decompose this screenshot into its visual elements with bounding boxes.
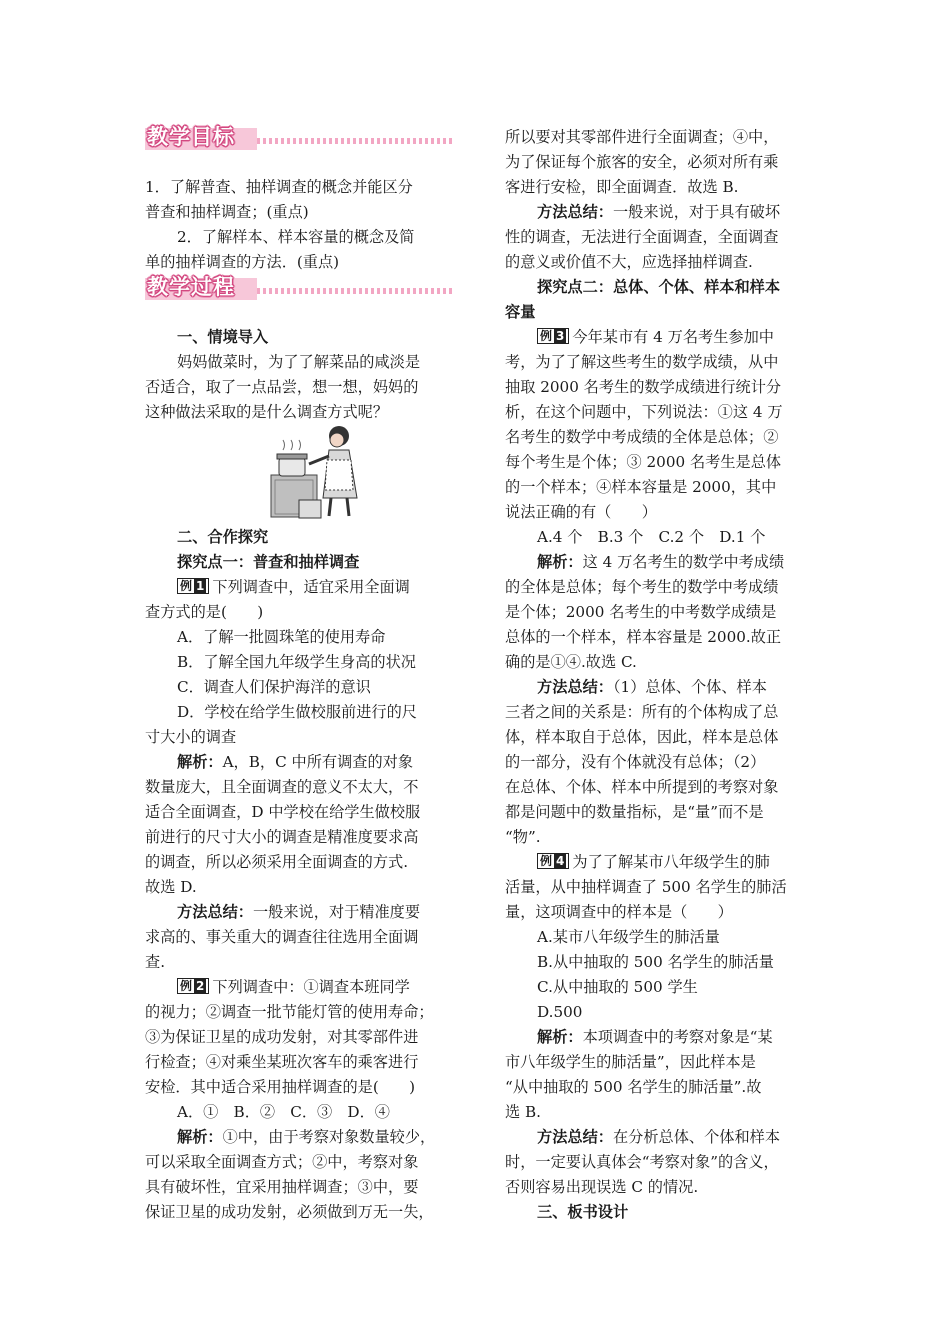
section-heading: 二、合作探究	[177, 528, 269, 546]
banner-teaching-process	[145, 272, 455, 302]
analysis-line: 总体的一个样本，样本容量是 2000.故正	[505, 628, 782, 646]
method-summary-line: 方法总结：一般来说，对于具有破坏	[537, 203, 780, 221]
section-heading: 一、情境导入	[177, 328, 269, 346]
example-4-stem: 活量，从中抽样调查了 500 名学生的肺活	[505, 878, 787, 896]
method-summary-line: 方法总结：在分析总体、个体和样本	[537, 1128, 780, 1146]
option-a: A.某市八年级学生的肺活量	[537, 928, 720, 946]
option-d: D．学校在给学生做校服前进行的尺	[177, 703, 417, 721]
example-3-stem: 例 3 今年某市有 4 万名考生参加中	[537, 325, 774, 350]
section-heading: 三、板书设计	[537, 1203, 629, 1221]
analysis-line: 是个体；2000 名考生的中考数学成绩是	[505, 603, 777, 621]
method-summary-line: 三者之间的关系是：所有的个体构成了总	[505, 703, 779, 721]
method-summary-line: 方法总结：一般来说，对于精准度要	[177, 903, 420, 921]
intro-line: 否适合，取了一点品尝，想一想，妈妈的	[145, 378, 419, 396]
method-summary-line: 体，样本取自于总体，因此，样本是总体	[505, 728, 779, 746]
example-badge: 例 2	[177, 978, 209, 994]
example-3-options: A.4 个 B.3 个 C.2 个 D.1 个	[537, 528, 766, 546]
example-4-stem: 量，这项调查中的样本是（ ）	[505, 903, 733, 921]
method-summary-line: 查.	[145, 953, 166, 971]
option-d: 寸大小的调查	[145, 728, 237, 746]
analysis-line: 选 B.	[505, 1103, 542, 1121]
intro-line: 这种做法采取的是什么调查方式呢？	[145, 403, 388, 421]
goal-2-line-2: 单的抽样调查的方法．(重点)	[145, 253, 340, 271]
analysis-line: 的全体是总体；每个考生的数学中考成绩	[505, 578, 779, 596]
analysis-line: “从中抽取的 500 名学生的肺活量”.故	[505, 1078, 762, 1096]
analysis-line: 可以采取全面调查方式；②中，考察对象	[145, 1153, 419, 1171]
method-summary-line: 否则容易出现误选 C 的情况.	[505, 1178, 699, 1196]
method-summary-line: 时，一定要认真体会“考察对象”的含义，	[505, 1153, 779, 1171]
intro-line: 妈妈做菜时，为了了解菜品的咸淡是	[177, 353, 420, 371]
example-2-stem: ③为保证卫星的成功发射，对其零部件进	[145, 1028, 419, 1046]
analysis-line: 确的是①④.故选 C.	[505, 653, 637, 671]
option-b: B．了解全国九年级学生身高的状况	[177, 653, 416, 671]
explore-point-heading: 探究点二：总体、个体、样本和样本	[537, 278, 780, 296]
analysis-line: 适合全面调查，D 中学校在给学生做校服	[145, 803, 421, 821]
example-badge: 例 1	[177, 578, 209, 594]
example-4-stem: 例 4 为了了解某市八年级学生的肺	[537, 850, 770, 875]
analysis-line: 保证卫星的成功发射，必须做到万无一失，	[145, 1203, 434, 1221]
analysis-line: 故选 D.	[145, 878, 197, 896]
method-summary-line: “物”.	[505, 828, 541, 846]
analysis-line: 具有破坏性，宜采用抽样调查；③中，要	[145, 1178, 419, 1196]
example-2-stem: 行检查；④对乘坐某班次客车的乘客进行	[145, 1053, 419, 1071]
example-3-stem: 说法正确的有（ ）	[505, 503, 657, 521]
analysis-line: 解析：这 4 万名考生的数学中考成绩	[537, 553, 785, 571]
analysis-line: 为了保证每个旅客的安全，必须对所有乘	[505, 153, 779, 171]
method-summary-line: 都是问题中的数量指标，是“量”而不是	[505, 803, 764, 821]
option-b: B.从中抽取的 500 名学生的肺活量	[537, 953, 774, 971]
option-d: D.500	[537, 1003, 583, 1021]
example-2-stem: 安检．其中适合采用抽样调查的是( )	[145, 1078, 416, 1096]
example-2-stem: 例 2 下列调查中：①调查本班同学	[177, 975, 410, 1000]
option-c: C.从中抽取的 500 学生	[537, 978, 698, 996]
analysis-line: 市八年级学生的肺活量”，因此样本是	[505, 1053, 756, 1071]
method-summary-line: 在总体、个体、样本中所提到的考察对象	[505, 778, 779, 796]
goal-1-line-1: 1．了解普查、抽样调查的概念并能区分	[145, 178, 413, 196]
example-3-stem: 的一个样本；④样本容量是 2000，其中	[505, 478, 777, 496]
analysis-line: 所以要对其零部件进行全面调查；④中，	[505, 128, 779, 146]
goal-1-line-2: 普查和抽样调查；(重点)	[145, 203, 309, 221]
method-summary-line: 性的调查，无法进行全面调查，全面调查	[505, 228, 779, 246]
example-1-stem: 例 1 下列调查中，适宜采用全面调	[177, 575, 410, 600]
banner-teaching-goals	[145, 122, 455, 152]
example-2-options: A．① B．② C．③ D．④	[177, 1103, 390, 1121]
explore-point-heading: 探究点一：普查和抽样调查	[177, 553, 360, 571]
analysis-line: 解析：①中，由于考察对象数量较少，	[177, 1128, 436, 1146]
method-summary-line: 的意义或价值不大，应选择抽样调查.	[505, 253, 753, 271]
example-badge: 例 4	[537, 853, 569, 869]
method-summary-line: 求高的、事关重大的调查往往选用全面调	[145, 928, 419, 946]
analysis-line: 的调查，所以必须采用全面调查的方式.	[145, 853, 409, 871]
analysis-line: 解析：A，B，C 中所有调查的对象	[177, 753, 414, 771]
example-3-stem: 每个考生是个体；③ 2000 名考生是总体	[505, 453, 782, 471]
option-a: A．了解一批圆珠笔的使用寿命	[177, 628, 386, 646]
banner-title: 教学过程	[147, 275, 235, 299]
example-3-stem: 名考生的数学中考成绩的全体是总体；②	[505, 428, 779, 446]
example-3-stem: 析，在这个问题中，下列说法：①这 4 万	[505, 403, 783, 421]
example-1-stem: 查方式的是( )	[145, 603, 264, 621]
analysis-line: 客进行安检，即全面调查．故选 B.	[505, 178, 739, 196]
example-badge: 例 3	[537, 328, 569, 344]
method-summary-line: 方法总结：（1）总体、个体、样本	[537, 678, 767, 696]
banner-title: 教学目标	[147, 125, 235, 149]
example-2-stem: 的视力；②调查一批节能灯管的使用寿命；	[145, 1003, 434, 1021]
analysis-line: 数量庞大，且全面调查的意义不太大，不	[145, 778, 419, 796]
option-c: C．调查人们保护海洋的意识	[177, 678, 371, 696]
goal-2-line-1: 2．了解样本、样本容量的概念及简	[177, 228, 415, 246]
example-3-stem: 考，为了了解这些考生的数学成绩，从中	[505, 353, 779, 371]
example-3-stem: 抽取 2000 名考生的数学成绩进行统计分	[505, 378, 782, 396]
method-summary-line: 的一部分，没有个体就没有总体；（2）	[505, 753, 766, 771]
cooking-mother-illustration	[265, 420, 375, 520]
explore-point-heading: 容量	[505, 303, 536, 321]
analysis-line: 前进行的尺寸大小的调查是精准度要求高	[145, 828, 419, 846]
analysis-line: 解析：本项调查中的考察对象是“某	[537, 1028, 773, 1046]
